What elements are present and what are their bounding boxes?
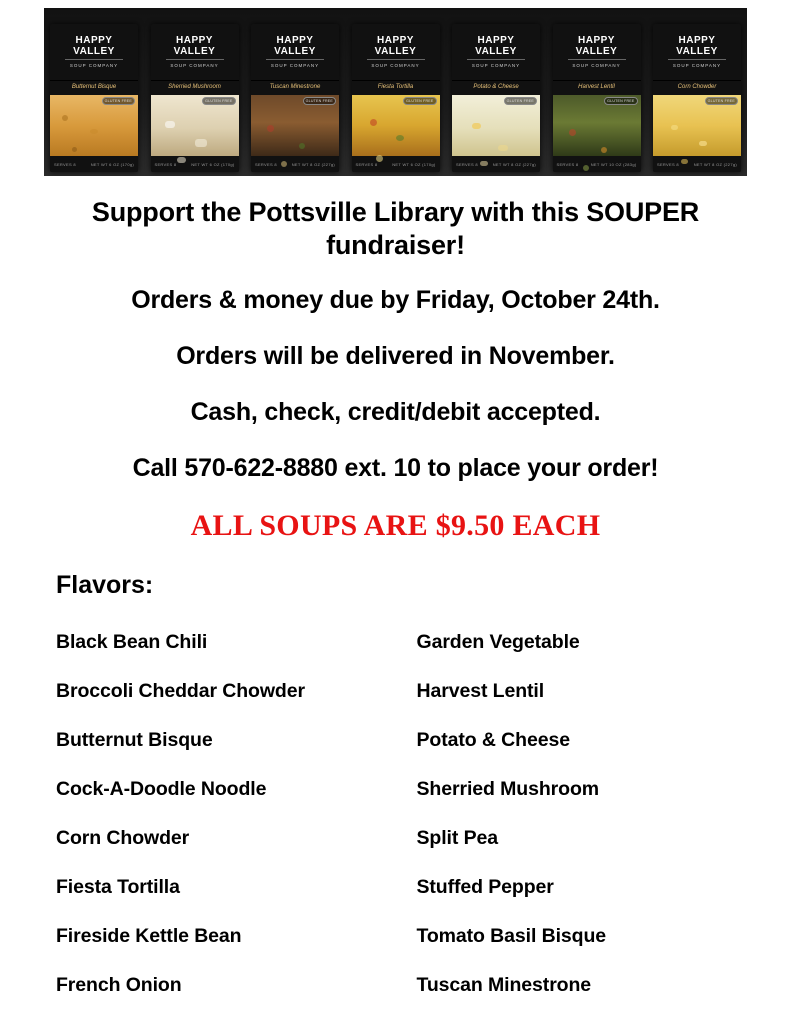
brand-line-3: SOUP COMPANY <box>69 63 119 68</box>
soup-packages-photo <box>44 8 747 176</box>
package-window <box>352 95 440 156</box>
gluten-free-badge: GLUTEN FREE <box>303 97 336 105</box>
brand-divider <box>668 59 726 60</box>
brand-line-2: VALLEY <box>73 46 115 57</box>
list-item: Butternut Bisque <box>56 729 213 751</box>
package-footer <box>50 156 138 172</box>
brand-divider <box>266 59 324 60</box>
soup-package <box>50 24 138 172</box>
package-serves: SERVES 8 <box>556 161 579 167</box>
flavors-column-right <box>404 618 752 1010</box>
flavors-column-left <box>56 618 404 1010</box>
flyer-page <box>0 8 791 1032</box>
package-footer <box>452 156 540 172</box>
package-footer <box>251 156 339 172</box>
gluten-free-badge: GLUTEN FREE <box>504 97 537 105</box>
flyer-headline: Support the Pottsville Library with this SOUPER fundraiser! <box>91 197 700 260</box>
gluten-free-badge: GLUTEN FREE <box>604 97 637 105</box>
package-footer <box>553 156 641 172</box>
package-footer <box>151 156 239 172</box>
list-item: Stuffed Pepper <box>416 876 554 898</box>
payment-line: Cash, check, credit/debit accepted. <box>190 398 601 426</box>
list-item: Cock-A-Doodle Noodle <box>56 778 267 800</box>
flavors-list <box>40 618 751 1010</box>
package-footer <box>653 156 741 172</box>
list-item: Fireside Kettle Bean <box>56 925 242 947</box>
soup-package <box>251 24 339 172</box>
order-due-line: Orders & money due by Friday, October 24th. <box>131 286 660 314</box>
brand-line-3: SOUP COMPANY <box>170 63 219 68</box>
brand-line-3: SOUP COMPANY <box>672 63 722 68</box>
package-serves: SERVES 8 <box>355 161 378 167</box>
brand-divider <box>65 59 123 60</box>
package-window <box>452 95 540 156</box>
brand-divider <box>568 59 626 60</box>
brand-divider <box>367 59 425 60</box>
package-brand-panel <box>452 24 540 81</box>
soup-package <box>352 24 440 172</box>
package-brand-panel <box>50 24 138 81</box>
brand-line-1: HAPPY <box>176 35 213 46</box>
package-flavor-label: Sherried Mushroom <box>151 81 239 95</box>
package-flavor-label: Potato & Cheese <box>452 81 540 95</box>
delivery-line: Orders will be delivered in November. <box>176 342 615 370</box>
list-item: Harvest Lentil <box>416 680 545 702</box>
package-weight: NET WT 8 OZ (227g) <box>492 161 536 167</box>
package-weight: NET WT 6 OZ (170g) <box>90 161 134 167</box>
brand-line-2: VALLEY <box>676 46 718 57</box>
package-serves: SERVES 8 <box>456 161 478 167</box>
brand-line-2: VALLEY <box>274 46 316 57</box>
flavors-heading: Flavors: <box>56 571 154 599</box>
package-brand-panel <box>553 24 641 81</box>
package-flavor-label: Corn Chowder <box>653 81 741 95</box>
list-item: Tuscan Minestrone <box>416 974 592 996</box>
soup-package <box>553 24 641 172</box>
brand-line-1: HAPPY <box>276 35 314 46</box>
list-item: Tomato Basil Bisque <box>416 925 607 947</box>
list-item: Garden Vegetable <box>416 631 580 653</box>
package-flavor-label: Butternut Bisque <box>50 81 138 95</box>
gluten-free-badge: GLUTEN FREE <box>202 97 235 105</box>
list-item: Black Bean Chili <box>56 631 208 653</box>
brand-line-1: HAPPY <box>678 35 716 46</box>
brand-line-2: VALLEY <box>173 46 216 57</box>
list-item: Fiesta Tortilla <box>56 876 180 898</box>
package-flavor-label: Harvest Lentil <box>553 81 641 95</box>
package-window <box>653 95 741 156</box>
package-brand-panel <box>653 24 741 81</box>
package-flavor-label: Tuscan Minestrone <box>251 81 339 95</box>
list-item: Broccoli Cheddar Chowder <box>56 680 305 702</box>
package-window <box>151 95 239 156</box>
call-to-order-line: Call 570-622-8880 ext. 10 to place your order! <box>132 454 659 482</box>
package-row <box>44 8 747 176</box>
package-brand-panel <box>151 24 239 81</box>
package-brand-panel <box>352 24 440 81</box>
soup-package <box>653 24 741 172</box>
package-footer <box>352 156 440 172</box>
soup-package <box>151 24 239 172</box>
package-brand-panel <box>251 24 339 81</box>
brand-line-3: SOUP COMPANY <box>270 63 320 68</box>
package-serves: SERVES 8 <box>154 161 177 167</box>
package-weight: NET WT 6 OZ (170g) <box>392 161 436 167</box>
package-serves: SERVES 8 <box>54 161 76 167</box>
package-weight: NET WT 6 OZ (170g) <box>191 161 235 167</box>
list-item: Corn Chowder <box>56 827 190 849</box>
package-window <box>50 95 138 156</box>
brand-line-2: VALLEY <box>374 46 417 57</box>
package-weight: NET WT 8 OZ (227g) <box>291 161 335 167</box>
package-serves: SERVES 8 <box>255 161 277 167</box>
brand-line-3: SOUP COMPANY <box>471 63 521 68</box>
brand-line-1: HAPPY <box>75 35 113 46</box>
package-flavor-label: Fiesta Tortilla <box>352 81 440 95</box>
brand-line-2: VALLEY <box>575 46 618 57</box>
gluten-free-badge: GLUTEN FREE <box>102 97 135 105</box>
soup-package <box>452 24 540 172</box>
gluten-free-badge: GLUTEN FREE <box>403 97 436 105</box>
gluten-free-badge: GLUTEN FREE <box>705 97 738 105</box>
list-item: Split Pea <box>416 827 498 849</box>
list-item: Sherried Mushroom <box>416 778 599 800</box>
brand-line-1: HAPPY <box>377 35 414 46</box>
package-window <box>553 95 641 156</box>
brand-line-3: SOUP COMPANY <box>572 63 621 68</box>
brand-divider <box>166 59 224 60</box>
package-serves: SERVES 8 <box>657 161 679 167</box>
flyer-content <box>0 176 791 1010</box>
brand-line-2: VALLEY <box>475 46 517 57</box>
package-weight: NET WT 8 OZ (227g) <box>693 161 737 167</box>
package-weight: NET WT 10 OZ (283g) <box>590 161 637 167</box>
brand-line-1: HAPPY <box>578 35 615 46</box>
brand-line-3: SOUP COMPANY <box>371 63 420 68</box>
brand-line-1: HAPPY <box>477 35 515 46</box>
list-item: French Onion <box>56 974 182 996</box>
price-line: ALL SOUPS ARE $9.50 EACH <box>190 509 601 542</box>
package-window <box>251 95 339 156</box>
list-item: Potato & Cheese <box>416 729 570 751</box>
brand-divider <box>467 59 525 60</box>
